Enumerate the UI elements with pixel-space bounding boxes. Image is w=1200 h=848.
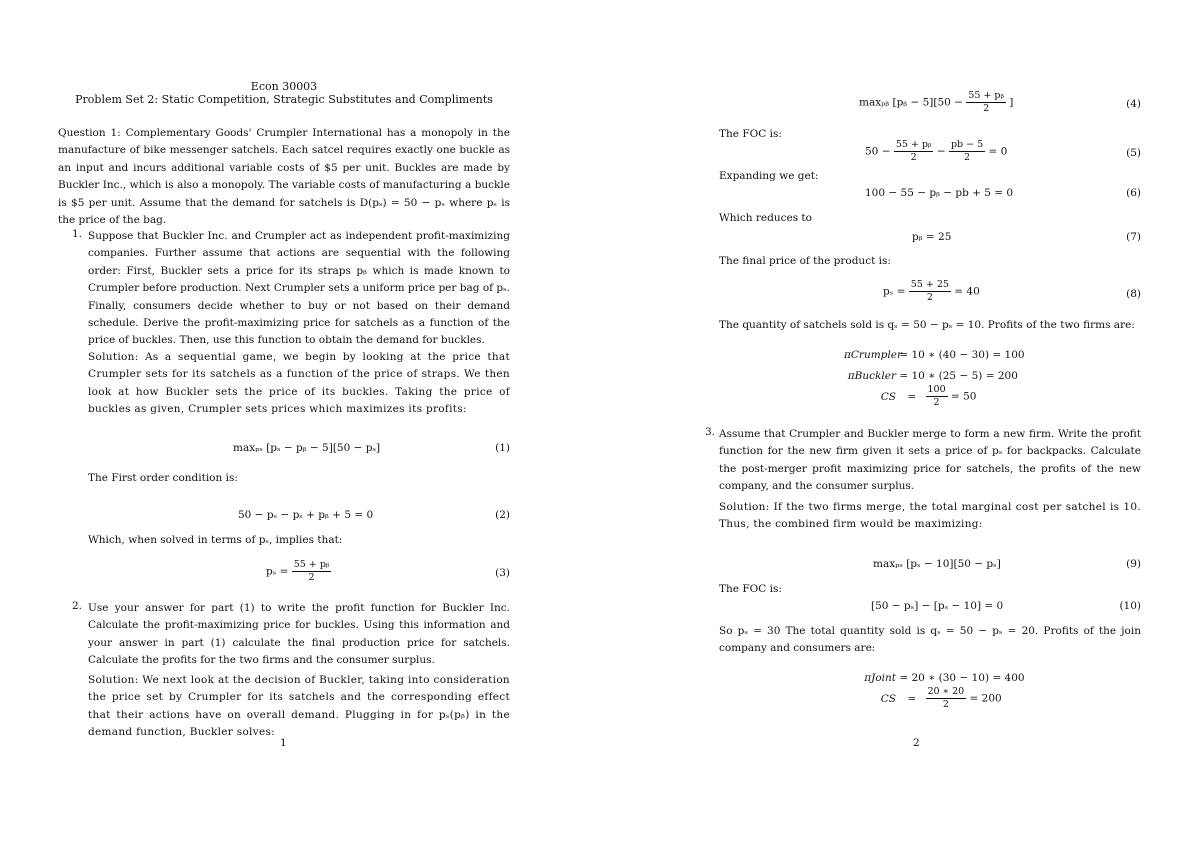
equation-1: maxₚₛ [pₛ − pᵦ − 5][50 − pₛ] (233, 442, 381, 454)
final-price-text: The final price of the product is: (719, 255, 891, 267)
equation-10: [50 − pₛ] − [pₛ − 10] = 0 (871, 600, 1004, 612)
consumer-surplus-1: CS = $\frac{100}{2}$ = 50 (880, 384, 977, 408)
profit-joint: πJoint = 20 ∗ (30 − 10) = 400 (864, 672, 1025, 684)
foc-text-2: The FOC is: (719, 128, 782, 140)
page-1 (58, 0, 510, 848)
equation-2-number: (2) (495, 509, 510, 521)
item-3-number: 3. (705, 426, 716, 438)
equation-3: pₛ = $\frac{\text{55 + pᵦ}}{2}$ (266, 559, 330, 583)
item-3-text: Assume that Crumpler and Buckler merge to form a new firm. Write the profit function for the new firm given it sets a price of pₛ for backpacks. Calculate the post-merger profit maximizing price for satchels, the profits of the new company, and the consumer surplus. (719, 428, 1141, 493)
profit-crumpler: πCrumpler = 10 ∗ (40 − 30) = 100 (844, 349, 1025, 361)
consumer-surplus-2: CS = $\frac{20 ∗ 20}{2}$ = 200 (880, 686, 1002, 710)
item-2-text: Use your answer for part (1) to write the profit function for Buckler Inc. Calculate the profit-maximizing price for buckles. Using this information and your answer in part (1) calculate the final production price for satchels. Calculate the profits for the two firms and the consumer surplus. (88, 602, 510, 667)
equation-5-number: (5) (1126, 147, 1141, 159)
so-text: So pₛ = 30 The total quantity sold is qₛ = 50 − pₛ = 20. Profits of the join company and consumers are: (719, 625, 1141, 655)
item-1-text: Suppose that Buckler Inc. and Crumpler act as independent profit-maximizing companies. Further assume that actions are sequential with the following order: First, Buckler sets a price for its straps pᵦ which is made known to Crumpler before production. Next Crumpler sets a uniform price per bag of pₛ. Finally, consumers decide whether to buy or not based on their demand schedule. Derive the profit-maximizing price for satchels as a function of the price of buckles. Then, use this function to obtain the demand for buckles. (88, 230, 510, 347)
equation-6-number: (6) (1126, 187, 1141, 199)
equation-8-number: (8) (1126, 288, 1141, 300)
page-number-1: 1 (280, 737, 287, 749)
equation-8: pₛ = $\frac{55 + 25}{2}$ = 40 (883, 279, 980, 303)
equation-4: maxₚᵦ [pᵦ − 5][50 − $\frac{\text{55 + pᵦ}}{2}$ ] (859, 90, 1014, 114)
foc-text-3: The FOC is: (719, 583, 782, 595)
equation-4-number: (4) (1126, 98, 1141, 110)
equation-7-number: (7) (1126, 231, 1141, 243)
equation-2: 50 − pₛ − pₛ + pᵦ + 5 = 0 (238, 509, 374, 521)
equation-5: 50 − $\frac{\text{55 + pᵦ}}{2}$ − $\frac{pb - 5}{2}$ = 0 (865, 139, 1008, 163)
equation-3-number: (3) (495, 567, 510, 579)
quantity-text: The quantity of satchels sold is qₛ = 50 − pₛ = 10. Profits of the two firms are: (719, 319, 1135, 331)
reduces-text: Which reduces to (719, 212, 812, 224)
equation-9: maxₚₛ [pₛ − 10][50 − pₛ] (873, 558, 1001, 570)
profit-buckler: πBuckler = 10 ∗ (25 − 5) = 200 (847, 370, 1018, 382)
equation-10-number: (10) (1119, 600, 1141, 612)
equation-7: pᵦ = 25 (912, 231, 952, 243)
equation-1-number: (1) (495, 442, 510, 454)
page-number-2: 2 (913, 737, 920, 749)
foc-text: The First order condition is: (88, 472, 238, 484)
item-2-number: 2. (72, 600, 83, 612)
course-title: Econ 30003 (250, 80, 318, 93)
equation-6: 100 − 55 − pᵦ − pb + 5 = 0 (865, 187, 1014, 199)
item-1-number: 1. (72, 228, 83, 240)
problem-set-title: Problem Set 2: Static Competition, Strategic Substitutes and Compliments (75, 93, 493, 106)
page-2 (705, 0, 1141, 848)
question-1-intro: Question 1: Complementary Goods' Crumpler International has a monopoly in the manufacture of bike messenger satchels. Each satcel requires exactly one buckle as an input and incurs additional variable costs of $5 per unit. Buckles are made by Buckler Inc., which is also a monopoly. The variable costs of manufacturing a buckle is $5 per unit. Assume that the demand for satchels is D(pₛ) = 50 − pₛ where pₛ is the price of the bag. (58, 127, 510, 227)
which-text: Which, when solved in terms of pₛ, implies that: (88, 534, 343, 546)
expanding-text: Expanding we get: (719, 170, 819, 182)
item-2-solution: Solution: We next look at the decision of Buckler, taking into consideration the price set by Crumpler for its satchels and the corresponding effect that their actions have on overall demand. Plugging in for pₛ(pᵦ) in the demand function, Buckler solves: (88, 674, 510, 739)
item-1-solution: Solution: As a sequential game, we begin by looking at the price that Crumpler sets for its satchels as a function of the price of straps. We then look at how Buckler sets the price of its buckles. Taking the price of buckles as given, Crumpler sets prices which maximizes its profits: (88, 351, 510, 416)
item-3-solution: Solution: If the two firms merge, the total marginal cost per satchel is 10. Thus, the combined firm would be maximizing: (719, 501, 1141, 531)
equation-9-number: (9) (1126, 558, 1141, 570)
